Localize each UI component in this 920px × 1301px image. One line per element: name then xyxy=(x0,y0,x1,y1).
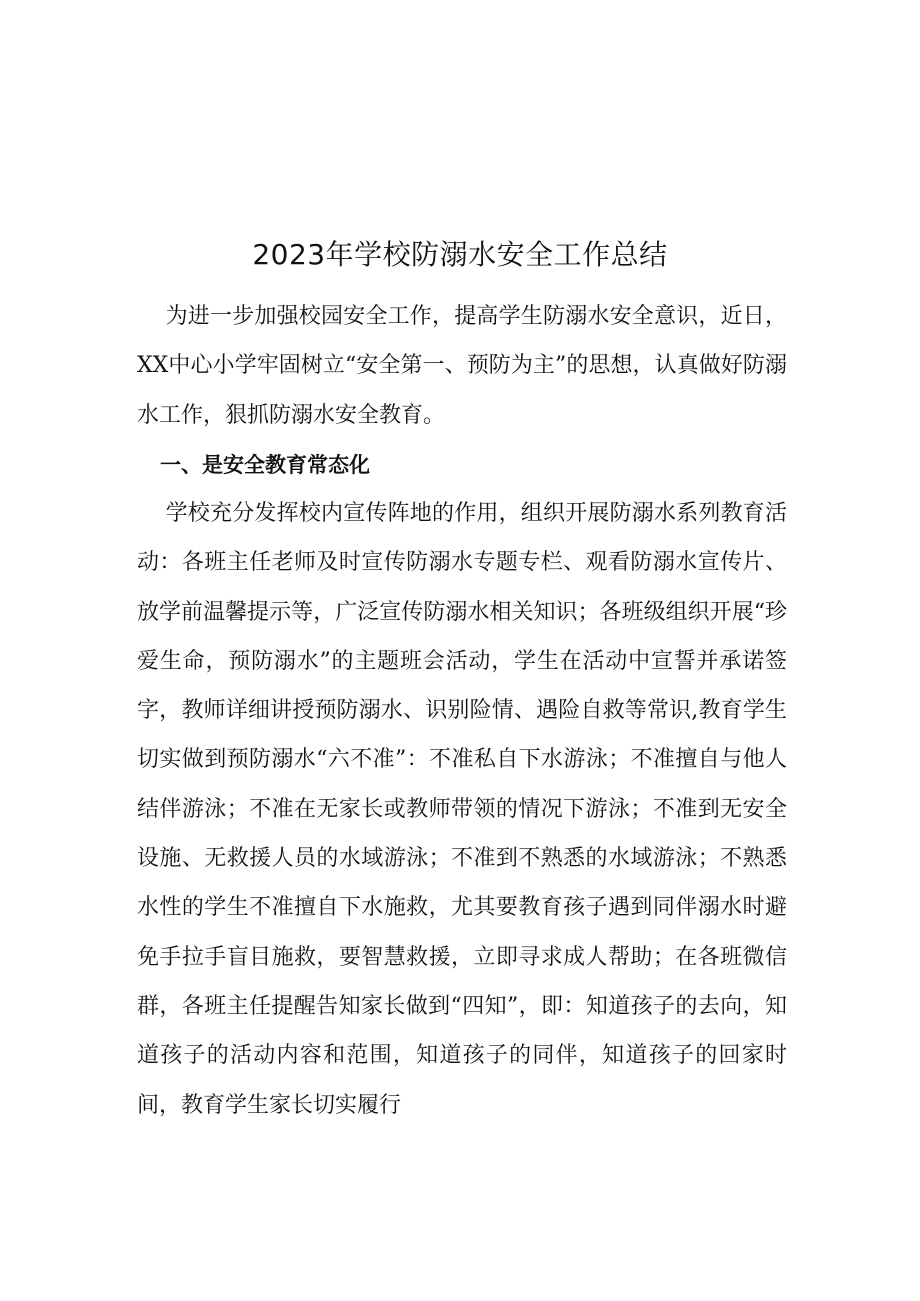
document-title: 2023年学校防溺水安全工作总结 xyxy=(252,237,668,271)
section-body-paragraph: 学校充分发挥校内宣传阵地的作用，组织开展防溺水系列教育活动：各班主任老师及时宣传防溺水专题专栏、观看防溺水宣传片、放学前温馨提示等，广泛宣传防溺水相关知识；各班级组织开展“珍爱生命，预防溺水”的主题班会活动，学生在活动中宣誓并承诺签字，教师详细讲授预防溺水、识别险情、遇险自救等常识,教育学生切实做到预防溺水“六不准”：不准私自下水游泳；不准擅自与他人结伴游泳；不准在无家长或教师带领的情况下游泳；不准到无安全设施、无救援人员的水域游泳；不准到不熟悉的水域游泳；不熟悉水性的学生不准擅自下水施救，尤其要教育孩子遇到同伴溺水时避免手拉手盲目施救，要智慧救援，立即寻求成人帮助；在各班微信群，各班主任提醒告知家长做到“四知”，即：知道孩子的去向，知道孩子的活动内容和范围，知道孩子的同伴，知道孩子的回家时间，教育学生家长切实履行 xyxy=(137,501,787,1118)
section-heading: 一、是安全教育常态化 xyxy=(160,453,370,477)
intro-paragraph: 为进一步加强校园安全工作，提高学生防溺水安全意识，近日，XX中心小学牢固树立“安全第一、预防为主”的思想，认真做好防溺水工作，狠抓防溺水安全教育。 xyxy=(137,304,787,428)
